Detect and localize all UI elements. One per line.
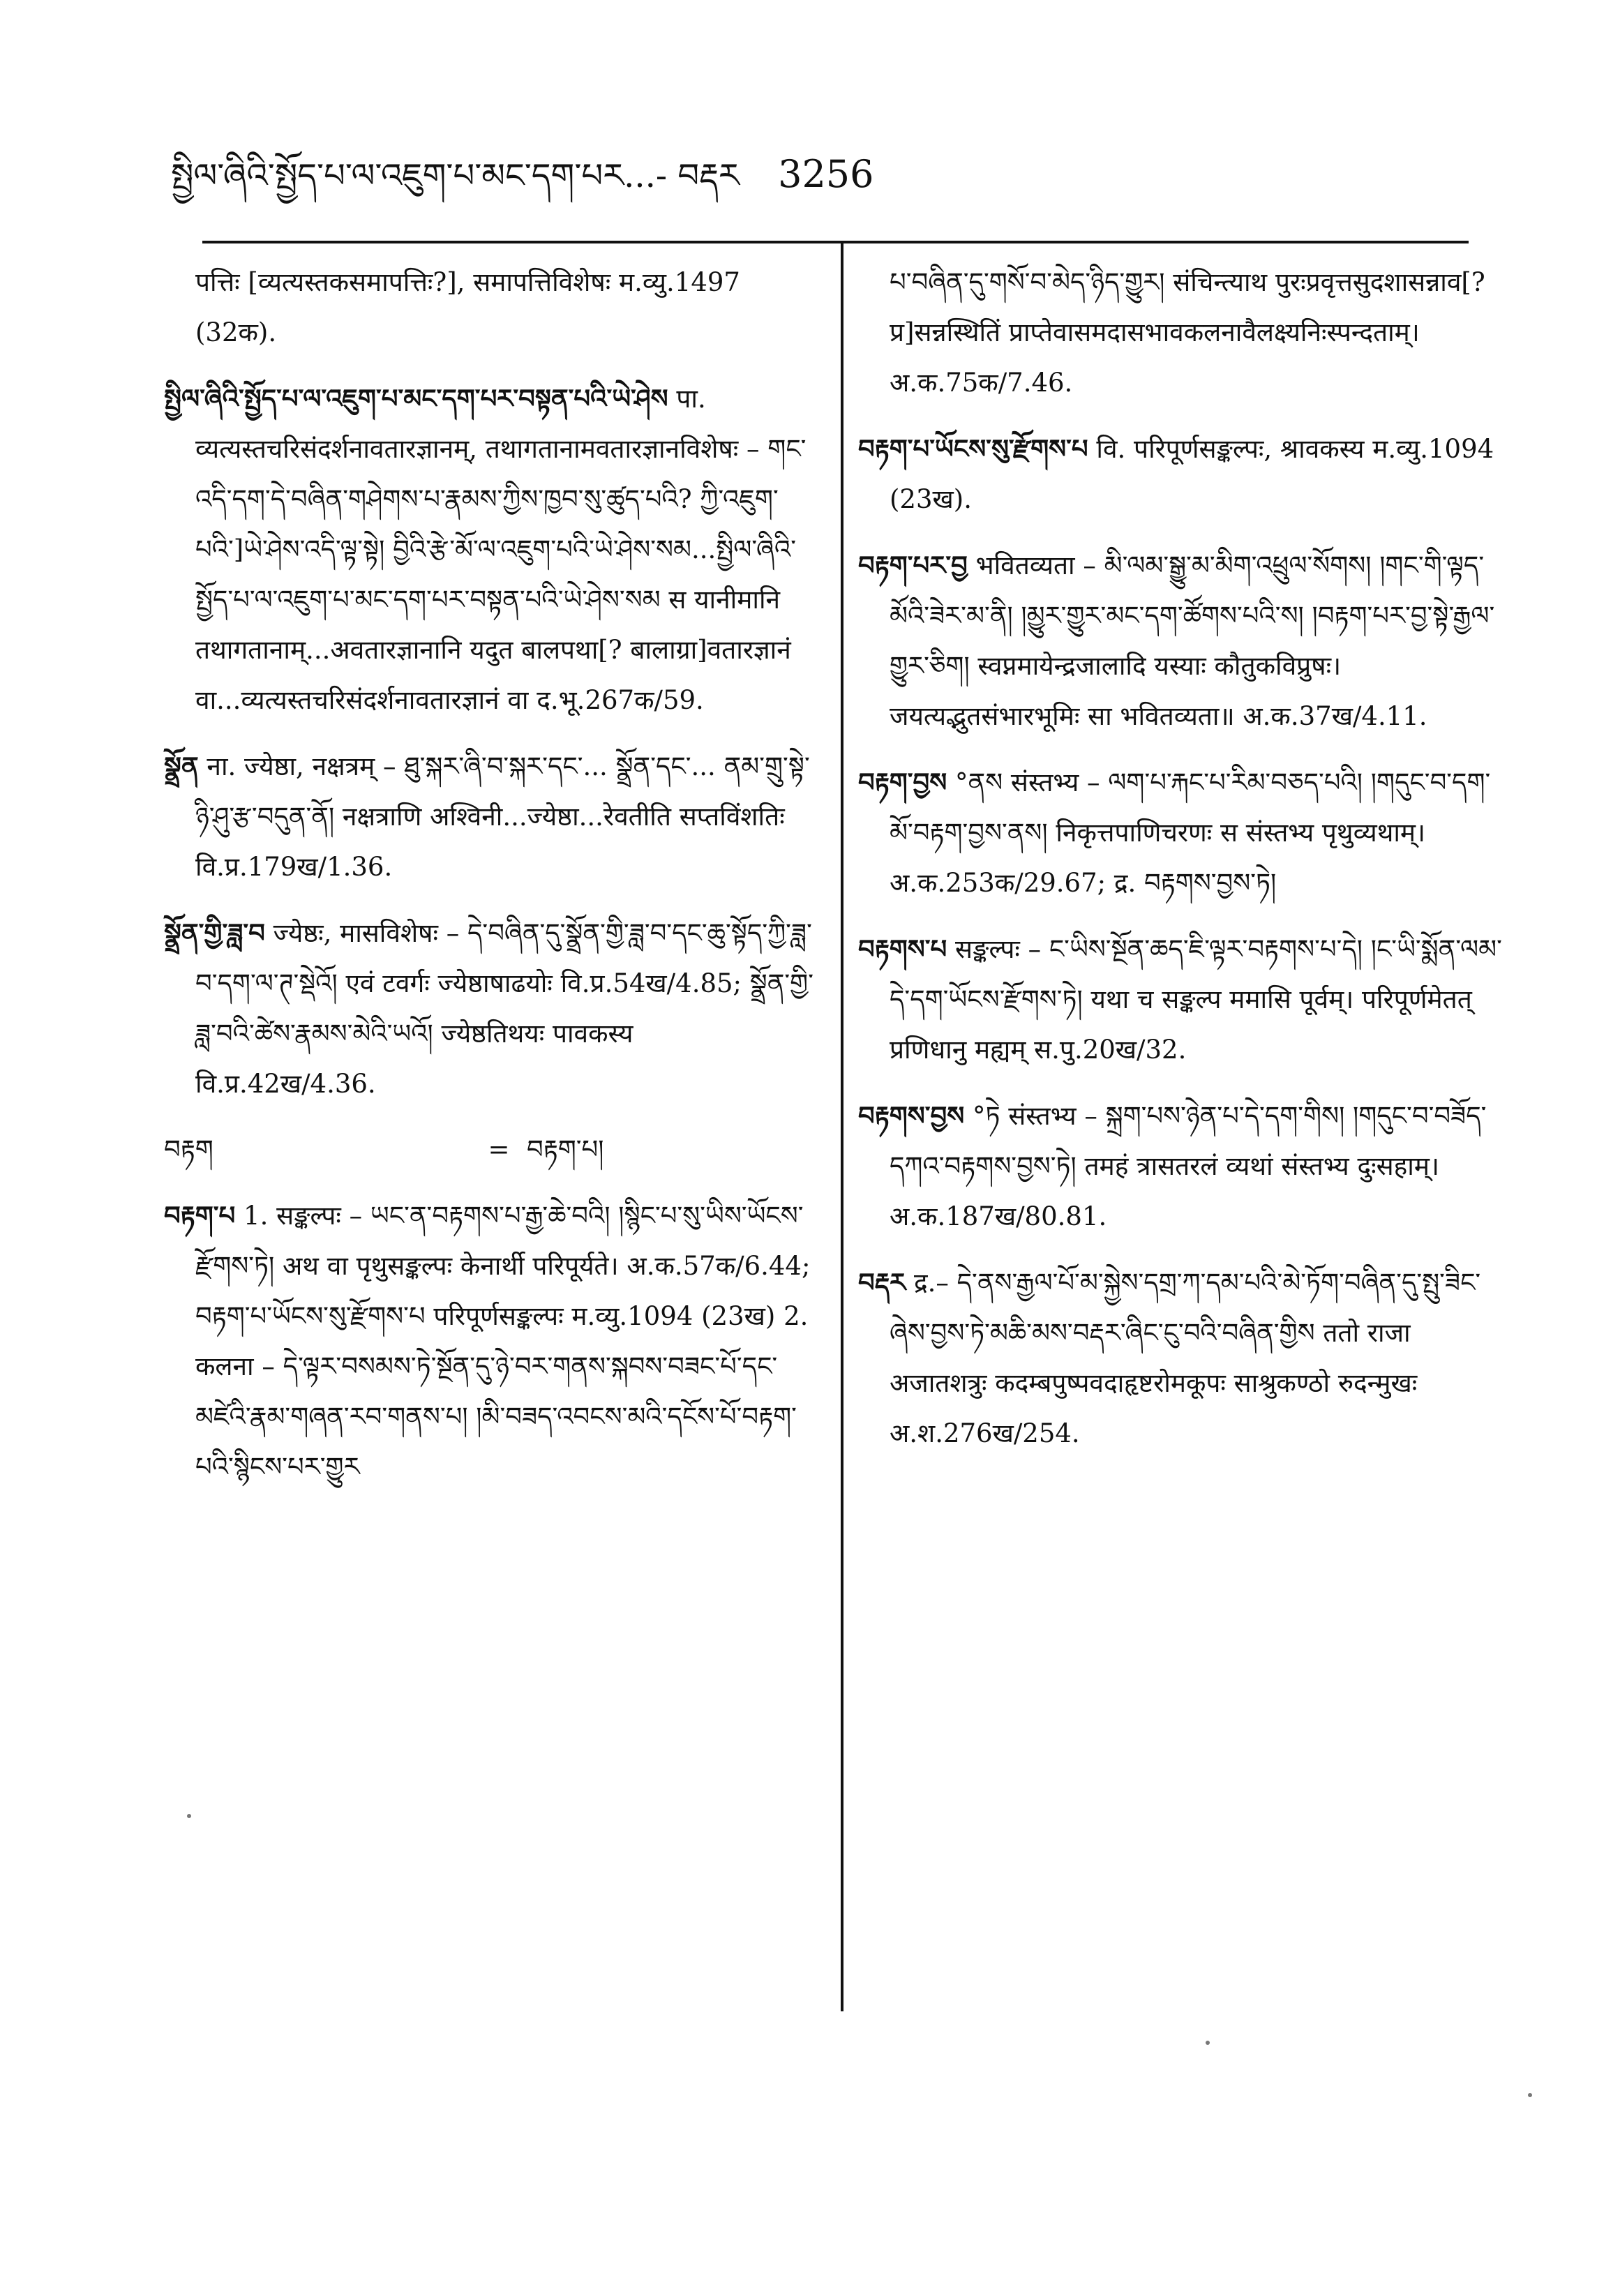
entry-body: सङ्कल्पः – ང་ཡིས་སྔོན་ཆད་ཇི་ལྟར་བརྟགས་པ་དེ། །ང་ཡི་སྨོན་ལམ་དེ་དག་ཡོངས་རྫོགས་ཏེ། यथा च सङ्कल्प ममासि पूर्वम्। परिपूर्णमेतत् प्रणिधानु मह्यम् स.पु.20ख/32. (890, 934, 1502, 1065)
entry-headword: བརྟགས་པ (858, 933, 947, 964)
dictionary-entry (164, 373, 816, 726)
dictionary-entry: पत्तिः [व्यत्यस्तकसमापत्तिः?], समापत्तिविशेषः म.व्यु.1497 (32क). (195, 267, 740, 347)
entry-headword: བརྟགས་བྱས (858, 1100, 965, 1131)
right-column (858, 257, 1507, 1474)
scan-speck (1528, 2093, 1532, 2097)
dictionary-entry (858, 1090, 1507, 1242)
dictionary-entry (858, 757, 1507, 908)
entry-headword: བརྟག་བྱས (858, 767, 947, 797)
dictionary-entry (164, 1190, 816, 1492)
entry-headword: བརྟག་པ (164, 1200, 236, 1231)
entry-body: द्र.– དེ་ནས་རྒྱལ་པོ་མ་སྐྱེས་དགྲ་ཀ་དམ་པའི་མེ་ཏོག་བཞིན་དུ་སྤུ་ཟིང་ཞེས་བྱས་ཏེ་མཆི་མས་བརྡར་ཞིང་ངུ་བའི་བཞིན་གྱིས ततो राजा अजातशत्रुः कदम्बपुष्पवदाहृष्टरोमकूपः साश्रुकण्ठो रुदन्मुखः अ.श.276ख/254. (890, 1268, 1481, 1448)
column-divider (841, 243, 843, 2011)
dictionary-entry: པ་བཞིན་དུ་གསོ་བ་མེད་ཉིད་གྱུར། संचिन्त्याथ पुरःप्रवृत्तसुदशासन्नाव[? प्र]सन्नस्थितिं प्राप्तेवासमदासभावकलनावैलक्ष्यनिःस्पन्दताम्। अ.क.75क/7.46. (890, 267, 1485, 398)
page-header (171, 143, 874, 206)
header-rule (202, 241, 1469, 243)
cross-reference (164, 1125, 816, 1175)
xref-target: བརྟག་པ། (527, 1134, 604, 1164)
dictionary-entry (858, 423, 1507, 525)
dictionary-entry (164, 741, 816, 892)
xref-equals: = (488, 1134, 510, 1164)
page-number: 3256 (778, 152, 874, 196)
entry-body: °ནས संस्तभ्य – ལག་པ་རྐང་པ་རིམ་བཅད་པའི། །གདུང་བ་དག་མོ་བརྟག་བྱས་ནས། निकृत्तपाणिचरणः स संस्तभ्य पृथुव्यथाम्। अ.क.253क/29.67; द्र. བརྟགས་བྱས་ཏེ། (890, 767, 1491, 898)
left-column (164, 257, 816, 1508)
entry-headword: སྣྲོན (164, 751, 199, 781)
scan-speck (1206, 2041, 1210, 2045)
dictionary-entry (164, 908, 816, 1109)
dictionary-entry (858, 1257, 1507, 1459)
entry-headword: སྤྱིལ་ཞིའི་སྤྱོད་པ་ལ་འཇུག་པ་མང་དག་པར་བསྟན་པའི་ཡེ་ཤེས (164, 383, 668, 414)
entry-body: भवितव्यता – མི་ལམ་སྒྱུ་མ་མིག་འཕྲུལ་སོགས། །གང་གི་ལྟད་མོའི་ཟེར་མ་ནི། །མྱུར་གྱུར་མང་དག་ཚོགས་པའི་ས། །བརྟག་པར་བྱ་སྟེ་རྒྱལ་གྱུར་ཅིག། स्वप्नमायेन्द्रजालादि यस्याः कौतुकविप्रुषः। जयत्यद्भुतसंभारभूमिः सा भवितव्यता॥ अ.क.37ख/4.11. (890, 550, 1495, 731)
xref-term: བརྟག (164, 1134, 213, 1164)
dictionary-entry (858, 540, 1507, 742)
entry-headword: བརྟག་པ་ཡོངས་སུ་རྫོགས་པ (858, 433, 1088, 464)
entry-body: ज्येष्ठः, मासविशेषः – དེ་བཞིན་དུ་སྣྲོན་གྱི་ཟླ་བ་དང་ཆུ་སྟོད་ཀྱི་ཟླ་བ་དག་ལ་ཊ་སྡེའོ། एवं टवर्गः ज्येष्ठाषाढयोः वि.प्र.54ख/4.85; སྣྲོན་གྱི་ཟླ་བའི་ཚེས་རྣམས་མེའི་ཡའོ། ज्येष्ठतिथयः पावकस्य वि.प्र.42ख/4.36. (195, 918, 813, 1099)
entry-body: 1. सङ्कल्पः – ཡང་ན་བརྟགས་པ་རྒྱ་ཆེ་བའི། །སྙིང་པ་སུ་ཡིས་ཡོངས་རྫོགས་ཏེ། अथ वा पृथुसङ्कल्पः केनार्थी परिपूर्यते। अ.क.57क/6.44; བརྟག་པ་ཡོངས་སུ་རྫོགས་པ परिपूर्णसङ्कल्पः म.व्यु.1094 (23ख) 2. कलना – དེ་ལྟར་བསམས་ཏེ་སྔོན་དུ་ཉེ་བར་གནས་སྐབས་བཟང་པོ་དང་མཛེའི་རྣམ་གཞན་རབ་གནས་པ། །མི་བཟད་འབངས་མའི་དངོས་པོ་བརྟག་པའི་སྙིངས་པར་གྱུར (195, 1201, 811, 1482)
entry-headword: སྣྲོན་གྱི་ཟླ་བ (164, 917, 265, 948)
entry-body: °ཏེ संस्तभ्य – སྐྲག་པས་ཉེན་པ་དེ་དག་གིས། །གདུང་བ་བཟོད་དཀའ་བརྟགས་བྱས་ཏེ། तमहं त्रासतरलं व्यथां संस्तभ्य दुःसहाम्। अ.क.187ख/80.81. (890, 1101, 1487, 1231)
header-headword: སྤྱིལ་ཞིའི་སྤྱོད་པ་ལ་འཇུག་པ་མང་དག་པར...- བརྡར (171, 156, 740, 195)
dictionary-entry (858, 924, 1507, 1075)
entry-body: पा. व्यत्यस्तचरिसंदर्शनावतारज्ञानम्, तथागतानामवतारज्ञानविशेषः – གང་འདི་དག་དེ་བཞིན་གཤེགས་པ་རྣམས་ཀྱིས་ཁྱབ་སུ་ཚུད་པའི? ཀྱི་འཇུག་པའི་]ཡེ་ཤེས་འདི་ལྟ་སྟེ། བྱིའི་རྩེ་མོ་ལ་འཇུག་པའི་ཡེ་ཤེས་སམ...སྤྱིལ་ཞིའི་སྤྱོད་པ་ལ་འཇུག་པ་མང་དག་པར་བསྟན་པའི་ཡེ་ཤེས་སམ स यानीमानि तथागतानाम्...अवतारज्ञानानि यदुत बालपथा[? बालाग्रा]वतारज्ञानं वा...व्यत्यस्तचरिसंदर्शनावतारज्ञानं वा द.भू.267क/59. (195, 384, 807, 715)
entry-headword: བརྟག་པར་བྱ (858, 550, 968, 580)
entry-body: वि. परिपूर्णसङ्कल्पः, श्रावकस्य म.व्यु.1094 (23ख). (890, 434, 1494, 514)
scan-speck (187, 1814, 191, 1818)
entry-body: ना. ज्येष्ठा, नक्षत्रम् – ཐུ་སྐར་ཞི་བ་སྐར་དང་... སྣྲོན་དང་... ནམ་གྲུ་སྟེ་ཉི་ཤུ་རྩ་བདུན་ནོ། नक्षत्राणि अश्विनी...ज्येष्ठा...रेवतीति सप्तविंशतिः वि.प्र.179ख/1.36. (195, 751, 810, 882)
entry-headword: བརྡར (858, 1267, 906, 1298)
